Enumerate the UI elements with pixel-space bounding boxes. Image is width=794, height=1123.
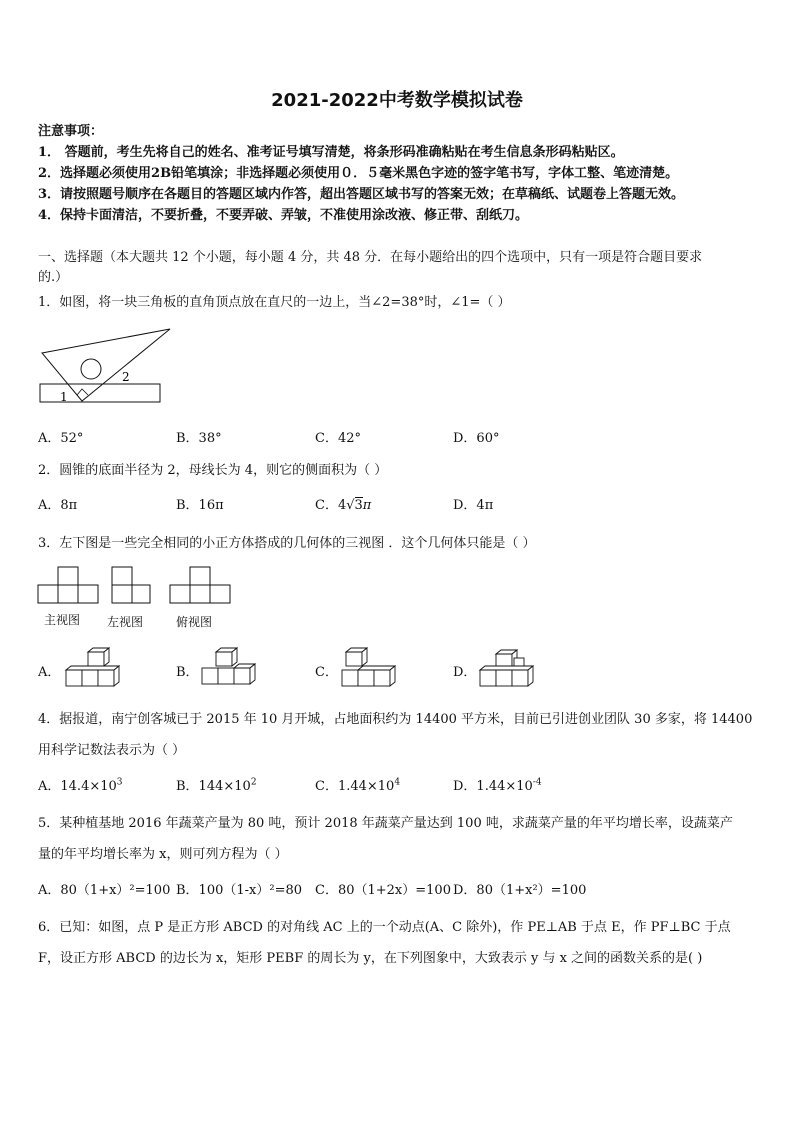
q4-option-b-base: B．144×10	[176, 779, 251, 794]
q4-option-c[interactable]	[315, 775, 400, 794]
q3-option-d-solid	[476, 648, 540, 690]
q2-option-d[interactable]: D．4π	[453, 498, 494, 513]
q5-option-a[interactable]: A．80（1+x）²=100	[38, 883, 171, 898]
q2-option-c-label: C．4	[315, 498, 347, 513]
q2-option-c[interactable]	[315, 494, 371, 513]
caption-left-view: 左视图	[107, 615, 144, 629]
q3-option-a-solid	[62, 648, 126, 690]
q5-option-c[interactable]: C．80（1+2x）=100	[315, 883, 451, 898]
top-view	[170, 565, 230, 605]
q4-option-d[interactable]	[453, 775, 542, 794]
q3-option-d[interactable]: D．	[453, 665, 477, 680]
caption-front-view: 主视图	[44, 613, 81, 627]
section-heading-line1: 一、选择题（本大题共 12 个小题，每小题 4 分，共 48 分．在每小题给出的四个选项中，只有一项是符合题目要求	[38, 250, 703, 265]
q5-line2: 量的年平均增长率为 x，则可列方程为（ ）	[38, 847, 288, 862]
sqrt-radicand: 3	[354, 498, 363, 513]
q2-option-a[interactable]: A．8π	[38, 498, 78, 513]
q1-option-d[interactable]: D．60°	[453, 431, 500, 446]
q4-option-c-exp: 4	[394, 777, 401, 788]
triangle-hole	[81, 359, 101, 379]
q2-text: 2．圆锥的底面半径为 2，母线长为 4，则它的侧面积为（ ）	[38, 463, 388, 478]
q4-option-c-base: C．1.44×10	[315, 779, 395, 794]
q5-line1: 5．某种植基地 2016 年蔬菜产量为 80 吨，预计 2018 年蔬菜产量达到 100 吨，求蔬菜产量的年平均增长率，设蔬菜产	[38, 816, 733, 831]
right-angle-mark	[77, 389, 88, 395]
q4-option-d-exp: -4	[532, 777, 542, 788]
q4-option-b[interactable]	[176, 775, 257, 794]
front-view	[38, 565, 98, 605]
q4-option-a[interactable]	[38, 775, 123, 794]
q3-option-a[interactable]: A．	[38, 665, 61, 680]
q4-line2: 用科学记数法表示为（ ）	[38, 743, 186, 758]
q5-option-b[interactable]: B．100（1-x）²=80	[176, 883, 303, 898]
angle-label-2: 2	[122, 370, 130, 384]
q3-option-c-solid	[338, 648, 402, 690]
q4-line1: 4．据报道，南宁创客城已于 2015 年 10 月开城，占地面积约为 14400 平方米，目前已引进创业团队 30 多家，将 14400	[38, 712, 753, 727]
notice-item-4: 4．保持卡面清洁，不要折叠，不要弄破、弄皱，不准使用涂改液、修正带、刮纸刀。	[38, 208, 529, 223]
q4-option-a-base: A．14.4×10	[38, 779, 117, 794]
sqrt-sign: √	[346, 498, 355, 513]
q3-text: 3．左下图是一些完全相同的小正方体搭成的几何体的三视图 ．这个几何体只能是（ ）	[38, 536, 536, 551]
q1-figure	[36, 325, 176, 407]
notice-item-2: 2．选择题必须使用2B铅笔填涂；非选择题必须使用０．５毫米黑色字迹的签字笔书写，字体工整、笔迹清楚。	[38, 166, 679, 181]
notice-item-3: 3．请按照题号顺序在各题目的答题区域内作答，超出答题区域书写的答案无效；在草稿纸、试题卷上答题无效。	[38, 187, 685, 202]
q4-option-a-exp: 3	[116, 777, 123, 788]
q6-line1: 6．已知：如图，点 P 是正方形 ABCD 的对角线 AC 上的一个动点(A、C 除外)，作 PE⊥AB 于点 E，作 PF⊥BC 于点	[38, 920, 731, 935]
q3-option-b[interactable]: B．	[176, 665, 199, 680]
q1-option-b[interactable]: B．38°	[176, 431, 222, 446]
caption-top-view: 俯视图	[176, 615, 213, 629]
q6-line2: F，设正方形 ABCD 的边长为 x，矩形 PEBF 的周长为 y，在下列图象中，大致表示 y 与 x 之间的函数关系的是( )	[38, 951, 703, 966]
q5-option-d[interactable]: D．80（1+x²）=100	[453, 883, 587, 898]
q1-option-a[interactable]: A．52°	[38, 431, 84, 446]
pi-symbol: π	[362, 498, 372, 513]
q4-option-d-base: D．1.44×10	[453, 779, 533, 794]
q1-text: 1．如图，将一块三角板的直角顶点放在直尺的一边上，当∠2=38°时，∠1=（ ）	[38, 295, 511, 310]
notice-item-1: 1． 答题前，考生先将自己的姓名、准考证号填写清楚，将条形码准确粘贴在考生信息条形码粘贴区。	[38, 145, 624, 160]
page-title: 2021-2022中考数学模拟试卷	[271, 90, 523, 111]
q3-option-c[interactable]: C．	[315, 665, 338, 680]
q1-option-c[interactable]: C．42°	[315, 431, 361, 446]
q4-option-b-exp: 2	[250, 777, 257, 788]
section-heading-line2: 的.）	[38, 270, 69, 285]
q3-option-b-solid	[198, 648, 262, 690]
notice-heading: 注意事项：	[38, 124, 104, 139]
left-view	[112, 565, 152, 605]
angle-label-1: 1	[60, 390, 68, 404]
q2-option-b[interactable]: B．16π	[176, 498, 224, 513]
